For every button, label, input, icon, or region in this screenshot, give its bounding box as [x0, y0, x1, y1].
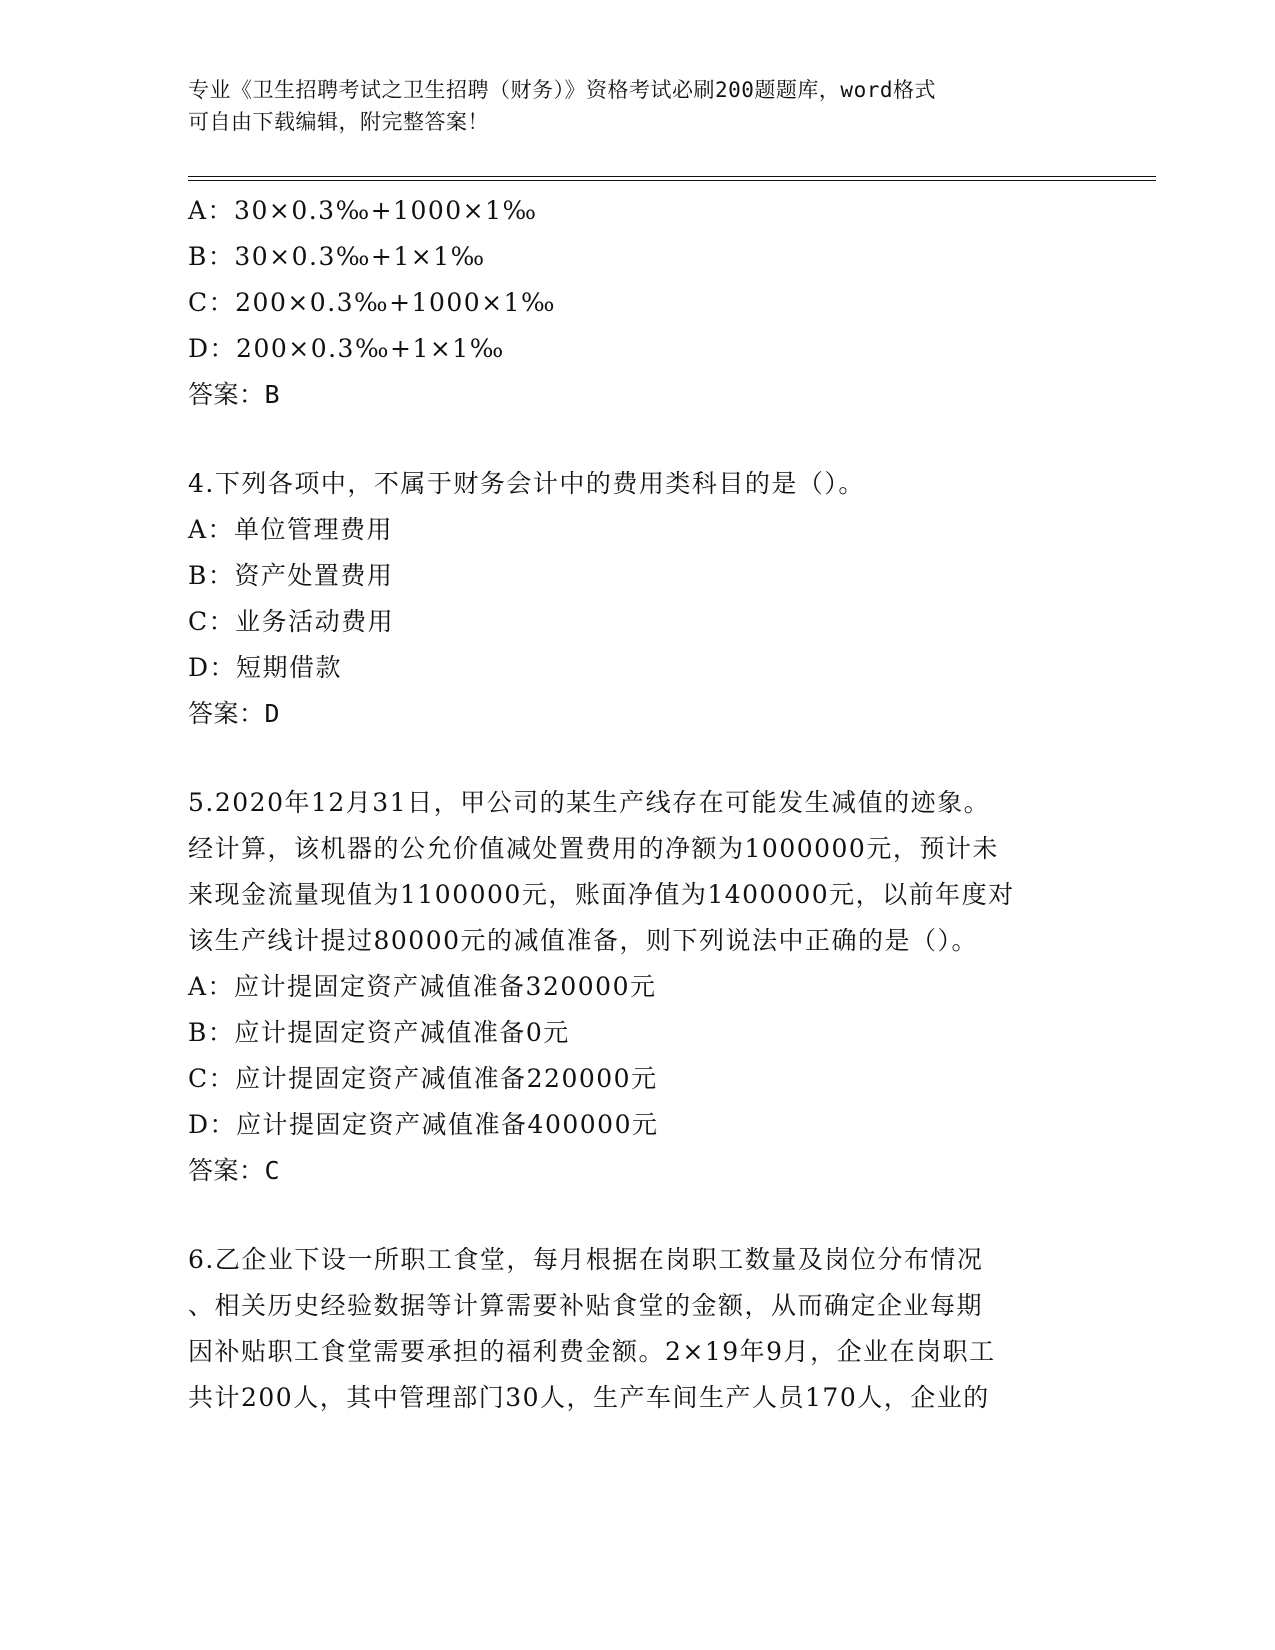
question-stem: 4.下列各项中，不属于财务会计中的费用类科目的是（）。: [188, 469, 865, 498]
question-5: [188, 780, 1088, 1194]
option-a: A：单位管理费用: [188, 515, 394, 544]
option-c: C：业务活动费用: [188, 607, 395, 636]
option-b: B：应计提固定资产减值准备0元: [188, 1018, 570, 1047]
spacer: [188, 1194, 1088, 1237]
spacer: [188, 737, 1088, 780]
question-6: [188, 1237, 1088, 1421]
header-divider: [188, 176, 1156, 181]
question-4: [188, 461, 1088, 737]
question-stem-line: 、相关历史经验数据等计算需要补贴食堂的金额，从而确定企业每期: [188, 1291, 984, 1320]
option-b: B：30×0.3‰+1×1‰: [188, 242, 486, 271]
header-line-1: 专业《卫生招聘考试之卫生招聘（财务）》资格考试必刷200题题库，word格式: [188, 78, 936, 102]
option-d: D：200×0.3‰+1×1‰: [188, 334, 505, 363]
question-stem-line: 共计200人，其中管理部门30人，生产车间生产人员170人，企业的: [188, 1383, 990, 1412]
question-stem-line: 5.2020年12月31日，甲公司的某生产线存在可能发生减值的迹象。: [188, 788, 991, 817]
question-stem-line: 该生产线计提过80000元的减值准备，则下列说法中正确的是（）。: [188, 926, 979, 955]
answer: 答案：C: [188, 1156, 281, 1185]
document-header: [188, 74, 1088, 138]
question-stem-line: 因补贴职工食堂需要承担的福利费金额。2×19年9月，企业在岗职工: [188, 1337, 996, 1366]
spacer: [188, 418, 1088, 461]
answer: 答案：B: [188, 380, 281, 409]
option-d: D：应计提固定资产减值准备400000元: [188, 1110, 659, 1139]
document-body: [188, 188, 1088, 1421]
option-a: A：应计提固定资产减值准备320000元: [188, 972, 657, 1001]
question-stem-line: 来现金流量现值为1100000元，账面净值为1400000元，以前年度对: [188, 880, 1015, 909]
question-3: [188, 188, 1088, 418]
option-c: C：应计提固定资产减值准备220000元: [188, 1064, 658, 1093]
question-stem-line: 6.乙企业下设一所职工食堂，每月根据在岗职工数量及岗位分布情况: [188, 1245, 984, 1274]
header-line-2: 可自由下载编辑，附完整答案！: [188, 110, 489, 134]
option-a: A：30×0.3‰+1000×1‰: [188, 196, 538, 225]
question-stem-line: 经计算，该机器的公允价值减处置费用的净额为1000000元，预计未: [188, 834, 999, 863]
option-b: B：资产处置费用: [188, 561, 394, 590]
answer: 答案：D: [188, 699, 281, 728]
option-c: C：200×0.3‰+1000×1‰: [188, 288, 557, 317]
option-d: D：短期借款: [188, 653, 343, 682]
